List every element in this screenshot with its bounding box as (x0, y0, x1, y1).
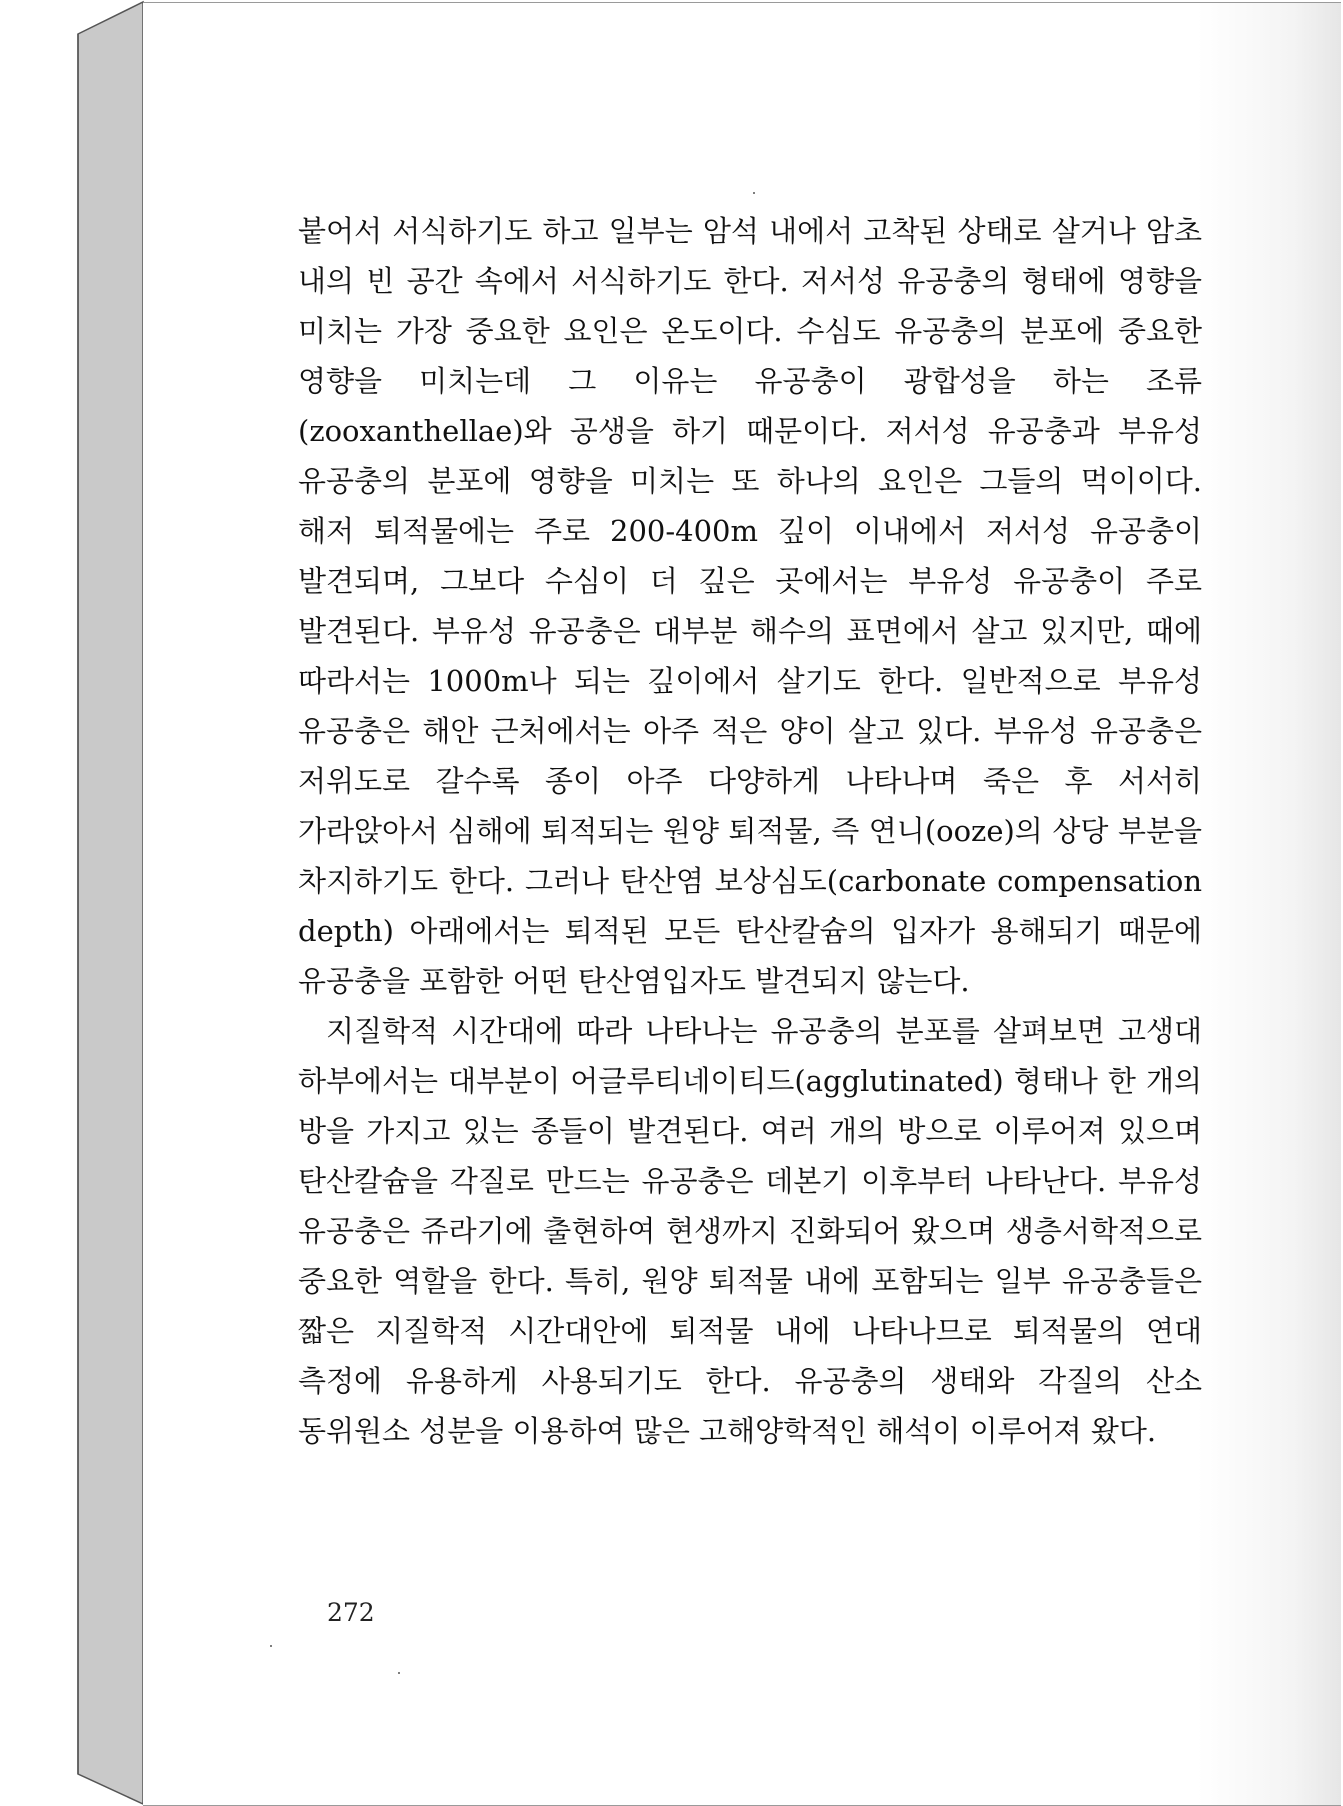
paragraph-1: 붙어서 서식하기도 하고 일부는 암석 내에서 고착된 상태로 살거나 암초 내의 빈 공간 속에서 서식하기도 한다. 저서성 유공충의 형태에 영향을 미치는 가장 중요한 요인은 온도이다. 수심도 유공충의 분포에 중요한 영향을 미치는데 그 이유는 유공충이 광합성을 하는 조류(zooxanthellae)와 공생을 하기 때문이다. 저서성 유공충과 부유성 유공충의 분포에 영향을 미치는 또 하나의 요인은 그들의 먹이이다. 해저 퇴적물에는 주로 200-400m 깊이 이내에서 저서성 유공충이 발견되며, 그보다 수심이 더 깊은 곳에서는 부유성 유공충이 주로 발견된다. 부유성 유공충은 대부분 해수의 표면에서 살고 있지만, 때에 따라서는 1000m나 되는 깊이에서 살기도 한다. 일반적으로 부유성 유공충은 해안 근처에서는 아주 적은 양이 살고 있다. 부유성 유공충은 저위도로 갈수록 종이 아주 다양하게 나타나며 죽은 후 서서히 가라앉아서 심해에 퇴적되는 원양 퇴적물, 즉 연니(ooze)의 상당 부분을 차지하기도 한다. 그러나 탄산염 보상심도(carbonate compensation depth) 아래에서는 퇴적된 모든 탄산칼슘의 입자가 용해되기 때문에 유공충을 포함한 어떤 탄산염입자도 발견되지 않는다. (298, 214, 1202, 998)
paragraph-2: 지질학적 시간대에 따라 나타나는 유공충의 분포를 살펴보면 고생대 하부에서는 대부분이 어글루티네이티드(agglutinated) 형태나 한 개의 방을 가지고 있는 종들이 발견된다. 여러 개의 방으로 이루어져 있으며 탄산칼슘을 각질로 만드는 유공충은 데본기 이후부터 나타난다. 부유성 유공충은 쥬라기에 출현하여 현생까지 진화되어 왔으며 생층서학적으로 중요한 역할을 한다. 특히, 원양 퇴적물 내에 포함되는 일부 유공충들은 짧은 지질학적 시간대안에 퇴적물 내에 나타나므로 퇴적물의 연대 측정에 유용하게 사용되기도 한다. 유공충의 생태와 각질의 산소 동위원소 성분을 이용하여 많은 고해양학적인 해석이 이루어져 왔다. (298, 1014, 1202, 1448)
body-text (298, 206, 1202, 1456)
page-number: 272 (327, 1598, 375, 1627)
scan-speck (753, 192, 755, 194)
scan-speck (398, 1672, 400, 1674)
scan-speck (270, 1645, 272, 1647)
